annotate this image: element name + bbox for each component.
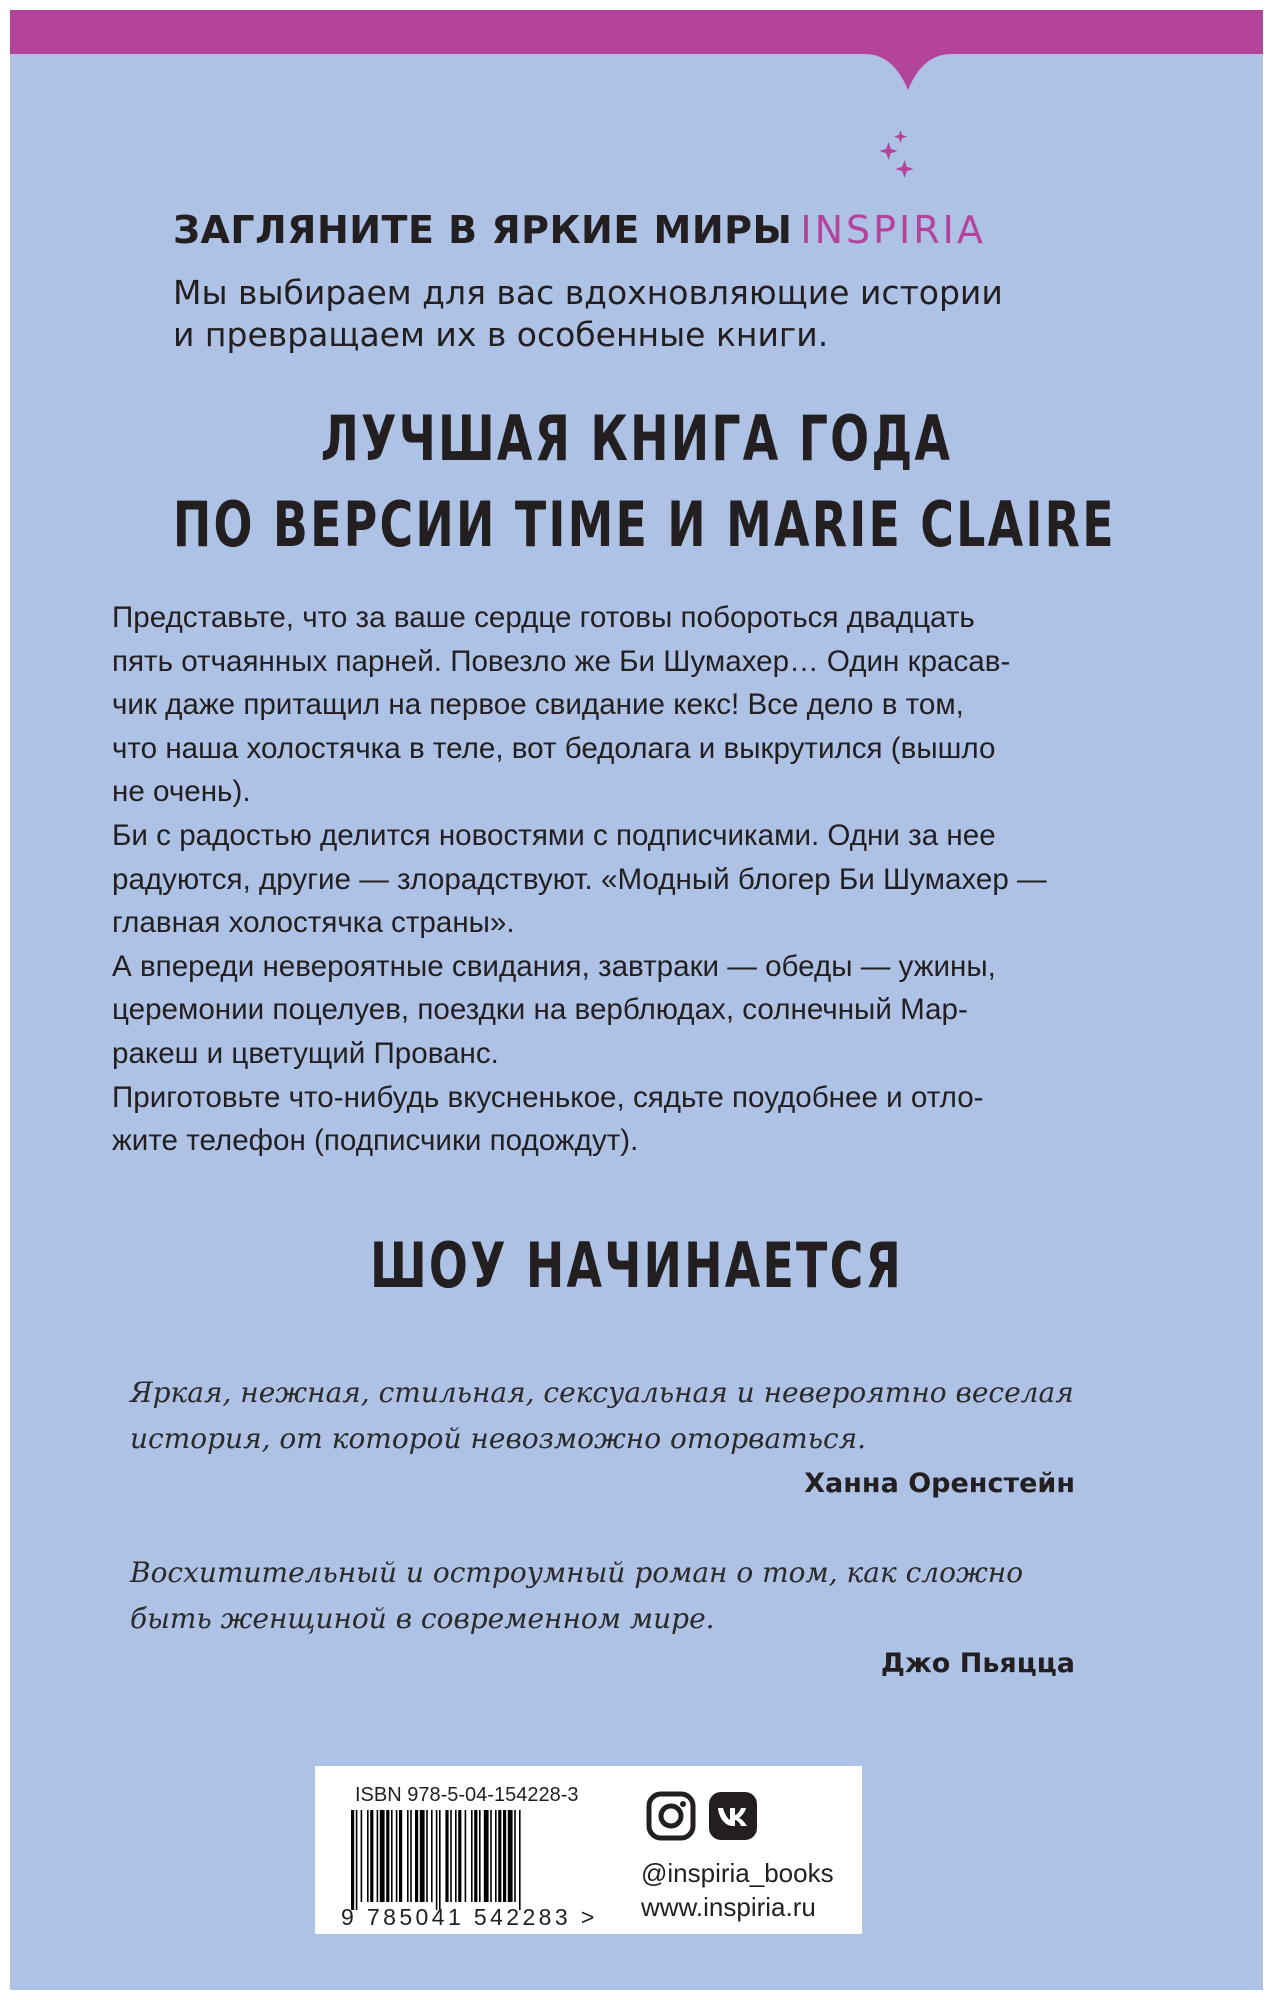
blurb-line: что наша холостячка в теле, вот бедолага и выкрутился (вышло — [112, 731, 996, 765]
blurb-line: Би с радостью делится новостями с подписчиками. Одни за нее — [112, 818, 996, 852]
barcode-bar — [498, 1810, 501, 1902]
barcode-bar — [351, 1810, 354, 1910]
barcode-bar — [455, 1810, 457, 1902]
review-quote — [130, 1370, 1075, 1499]
social-handle: @inspiria_books — [641, 1858, 834, 1888]
blurb-line: пять отчаянных парней. Повезло же Би Шумахер… Один красав- — [112, 644, 1011, 678]
vk-icon[interactable] — [707, 1790, 759, 1842]
tagline-line: и превращаем их в особенные книги. — [173, 315, 829, 354]
isbn-number: ISBN 978-5-04-154228-3 — [355, 1784, 579, 1806]
brand-name: INSPIRIA — [800, 208, 986, 252]
headline-line: ШОУ НАЧИНАЕТСЯ — [369, 1229, 904, 1302]
blurb-line: Представьте, что за ваше сердце готовы побороться двадцать — [112, 601, 975, 634]
brand-heading-prefix: ЗАГЛЯНИТЕ В ЯРКИЕ МИРЫ — [173, 208, 793, 252]
barcode-bar — [420, 1810, 425, 1902]
brand-heading — [173, 208, 986, 252]
barcode-bar — [495, 1810, 497, 1902]
review-quote — [130, 1550, 1075, 1679]
quote-author: Джо Пьяцца — [880, 1648, 1075, 1679]
brand-tagline — [173, 272, 1073, 356]
barcode-bar — [445, 1810, 448, 1902]
instagram-icon[interactable] — [645, 1790, 697, 1842]
award-headline — [172, 396, 1116, 568]
top-magenta-band — [10, 10, 1263, 120]
blurb-line: жите телефон (подписчики подождут). — [112, 1124, 639, 1158]
barcode-bar — [474, 1810, 477, 1902]
sparkles-icon — [878, 128, 938, 198]
show-headline — [173, 1223, 1100, 1309]
quote-line: Восхитительный и остроумный роман о том, как сложно — [130, 1556, 1024, 1589]
barcode-bar — [458, 1810, 461, 1902]
barcode-bar — [503, 1810, 506, 1902]
blurb-line: главная холостячка страны». — [112, 906, 515, 940]
barcode-bar — [519, 1810, 521, 1910]
quote-line: быть женщиной в современном мире. — [130, 1602, 715, 1635]
barcode-bar — [380, 1810, 385, 1902]
quote-author: Ханна Оренстейн — [804, 1468, 1075, 1499]
tagline-line: Мы выбираем для вас вдохновляющие истории — [173, 273, 1003, 312]
blurb-line: ракеш и цветущий Прованс. — [112, 1036, 499, 1070]
barcode-bar — [391, 1810, 393, 1902]
blurb-line: радуются, другие — злорадствуют. «Модный блогер Би Шумахер — — [112, 862, 1047, 896]
barcode-bar — [465, 1810, 467, 1902]
barcode-digits: 9 785041 542283 > — [341, 1904, 598, 1930]
barcode-bar — [426, 1810, 428, 1902]
isbn-info-box — [315, 1766, 862, 1934]
blurb-line: Приготовьте что-нибудь вкусненькое, сядьте поудобнее и отло- — [112, 1080, 984, 1114]
barcode-bar — [439, 1810, 441, 1910]
quote-line: история, от которой невозможно оторваться. — [130, 1422, 867, 1455]
blurb-line: церемонии поцелуев, поездки на верблюдах, солнечный Мар- — [112, 993, 968, 1027]
barcode-bar — [514, 1810, 516, 1902]
barcode-bar — [410, 1810, 412, 1902]
barcode-bar — [471, 1810, 473, 1902]
book-blurb — [112, 596, 1090, 1163]
headline-line: ПО ВЕРСИИ TIME И MARIE CLAIRE — [172, 488, 1116, 561]
barcode-bar — [490, 1810, 492, 1902]
barcode-bar — [367, 1810, 369, 1902]
barcode — [351, 1810, 587, 1910]
barcode-bar — [386, 1810, 389, 1902]
barcode-bar — [431, 1810, 433, 1902]
social-icons — [645, 1790, 765, 1844]
barcode-bar — [370, 1810, 373, 1902]
headline-line: ЛУЧШАЯ КНИГА ГОДА — [320, 402, 953, 475]
barcode-bar — [484, 1810, 489, 1902]
barcode-bar — [407, 1810, 409, 1902]
quote-text — [130, 1370, 1075, 1462]
barcode-bar — [436, 1810, 438, 1910]
barcode-bar — [377, 1810, 379, 1902]
blurb-line: А впереди невероятные свидания, завтраки — обеды — ужины, — [112, 949, 996, 983]
barcode-bar — [361, 1810, 363, 1902]
barcode-bar — [479, 1810, 481, 1902]
blurb-line: чик даже притащил на первое свидание кекс! Все дело в том, — [112, 688, 964, 722]
website-url: www.inspiria.ru — [641, 1892, 816, 1922]
barcode-bar — [356, 1810, 358, 1910]
quote-line: Яркая, нежная, стильная, сексуальная и невероятно веселая — [130, 1376, 1074, 1409]
barcode-bar — [396, 1810, 398, 1902]
barcode-bar — [508, 1810, 513, 1902]
quote-text — [130, 1550, 1075, 1642]
barcode-bar — [415, 1810, 418, 1902]
barcode-bar — [450, 1810, 452, 1902]
book-back-cover — [10, 10, 1263, 1990]
barcode-bar — [399, 1810, 402, 1902]
blurb-line: не очень). — [112, 775, 251, 809]
